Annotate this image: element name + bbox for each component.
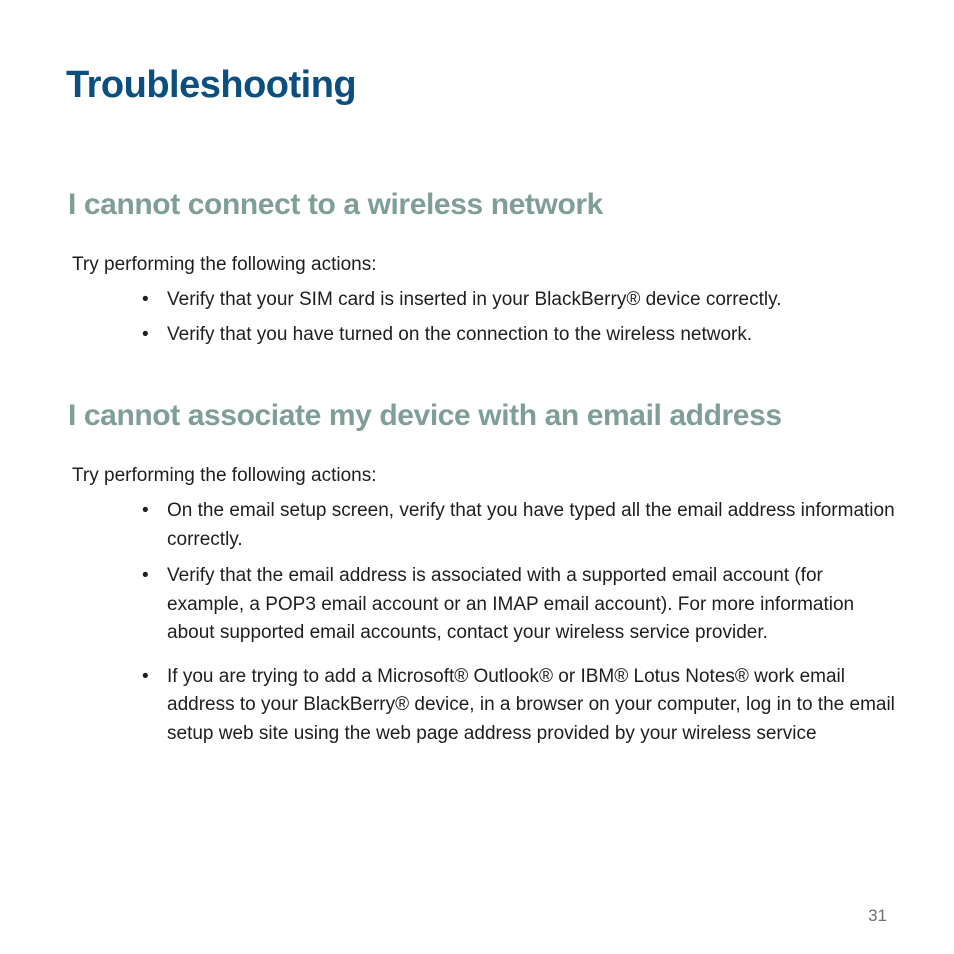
list-item (140, 663, 900, 749)
bullet-list-wireless (140, 286, 900, 349)
list-item-text: Verify that the email address is associated with a supported email account (for example, a POP3 email account or an IMAP email account). For more information about supported email accounts, contact your wireless service provider. (167, 565, 855, 643)
bullet-icon: • (142, 500, 149, 521)
bullet-list-email (140, 497, 900, 748)
section-heading-email: I cannot associate my device with an email address (68, 399, 782, 432)
list-item-text: If you are trying to add a Microsoft® Outlook® or IBM® Lotus Notes® work email address to your BlackBerry® device, in a browser on your computer, log in to the email setup web site using the web page address provided by your wireless service (167, 665, 895, 744)
bullet-icon: • (142, 289, 149, 310)
bullet-icon: • (142, 665, 149, 687)
section-intro-email: Try performing the following actions: (72, 465, 377, 486)
list-item (140, 321, 900, 350)
page-title: Troubleshooting (66, 64, 357, 106)
list-item (140, 562, 900, 648)
list-item-text: On the email setup screen, verify that you have typed all the email address information correctly. (167, 500, 895, 550)
list-item (140, 497, 900, 554)
bullet-icon: • (142, 565, 149, 586)
section-intro-wireless: Try performing the following actions: (72, 254, 377, 275)
list-item (140, 286, 900, 315)
page-number: 31 (868, 906, 887, 925)
section-heading-wireless: I cannot connect to a wireless network (68, 188, 603, 221)
bullet-icon: • (142, 323, 149, 345)
list-item-text: Verify that your SIM card is inserted in your BlackBerry® device correctly. (167, 289, 782, 310)
list-item-text: Verify that you have turned on the connection to the wireless network. (167, 323, 753, 345)
